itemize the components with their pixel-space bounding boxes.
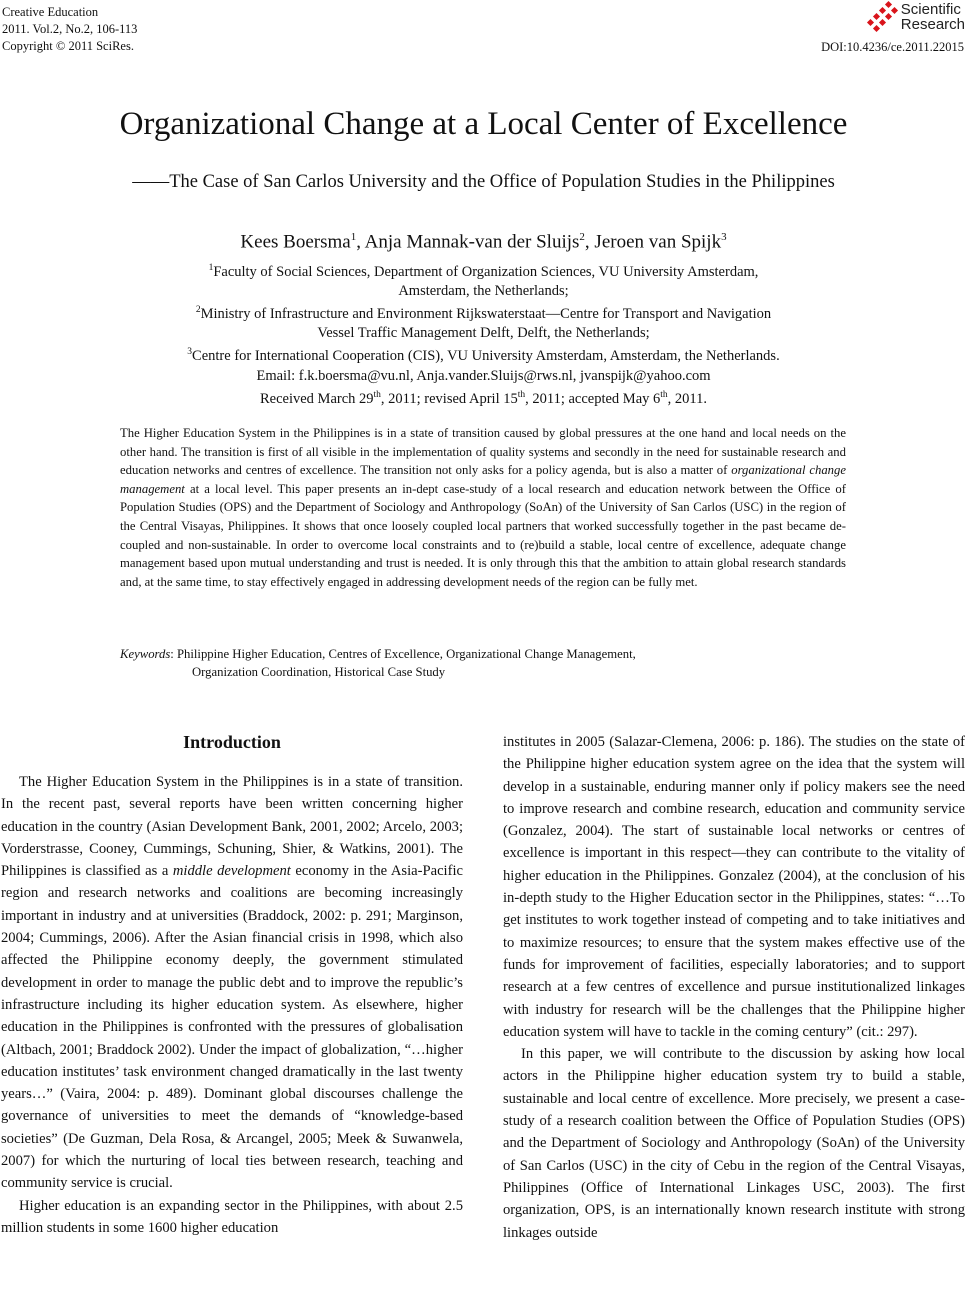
affiliation-line xyxy=(0,301,967,324)
left-column xyxy=(1,728,463,1239)
logo-text-line1: Scientific xyxy=(900,1,961,18)
keywords-text: Organization Coordination, Historical Case Study xyxy=(192,665,446,680)
affiliation-text: Centre for International Cooperation (CIS), VU University Amsterdam, Amsterdam, the Netherlands. xyxy=(192,348,780,365)
keywords-text: : Philippine Higher Education, Centres of Excellence, Organizational Change Management, xyxy=(170,647,636,661)
publisher-logo xyxy=(866,0,965,34)
body-text: economy in the Asia-Pacific region and research networks and coalitions are becoming increasingly important in industry and at universities (Braddock, 2002: p. 291; Marginson, 2004; Cummings, 2006). After the Asian financial crisis in 1998, which also affected the Philippine economy deeply, the government stimulated development in order to manage the public debt and to improve the republic’s infrastructure including its higher education system. As elsewhere, higher education in the Philippines is confronted with the pressures of globalisation (Altbach, 2001; Braddock 2002). Under the impact of globalization, “…higher education institutes’ task environment changed dramatically in the last twenty years…” (Vaira, 2004: p. 489). Dominant global discourses challenge the governance of universities to meet the demands of “knowledge-based societies” (De Guzman, Dela Rosa, & Arcangel, 2005; Meek & Suwanwela, 2007) for which the nurturing of local ties between research, teaching and community service is crucial. xyxy=(1,863,463,1192)
date-text: Received March 29 xyxy=(259,390,374,407)
date-text: , 2011; accepted May 6 xyxy=(525,390,661,407)
body-paragraph: Higher education is an expanding sector in the Philippines, with about 2.5 million students in some 1600 higher education xyxy=(1,1197,463,1236)
email-line: Email: f.k.boersma@vu.nl, Anja.vander.Sluijs@rws.nl, jvanspijk@yahoo.com xyxy=(256,367,711,384)
publisher-logo-icon xyxy=(866,0,900,34)
body-italic: middle development xyxy=(172,863,291,880)
journal-name: Creative Education xyxy=(2,5,99,19)
affiliations xyxy=(0,259,967,409)
date-superscript: th xyxy=(373,389,381,400)
affiliation-line: Amsterdam, the Netherlands; xyxy=(398,283,569,300)
author-superscript: 2 xyxy=(579,231,585,243)
date-text: , 2011; revised April 15 xyxy=(380,390,518,407)
author-list xyxy=(0,231,967,253)
logo-text-line2: Research xyxy=(900,16,965,33)
affiliation-line xyxy=(0,259,967,282)
keywords-label: Keywords xyxy=(120,647,171,661)
journal-header xyxy=(2,4,137,55)
right-column xyxy=(503,731,965,1244)
affiliation-superscript: 3 xyxy=(187,347,193,358)
affiliation-superscript: 1 xyxy=(208,263,214,273)
affiliation-text: Faculty of Social Sciences, Department of Organization Sciences, VU University Amsterdam, xyxy=(213,263,759,280)
received-dates xyxy=(0,386,967,409)
abstract-text: at a local level. This paper presents an in-dept case-study of a local research and education network between the Office of Population Studies (OPS) and the Department of Sociology and Anthropology (SoAn) of the University of San Carlos (USC) in the region of the Central Visayas, Philippines. It shows that once loosely coupled local partners that worked successfully together in the past became de-coupled and non-sustainable. In order to overcome local constraints and to (re)build a stable, local centre of excellence, adequate change management based upon mutual understanding and trust is needed. It is only through this that the ambition to attain global research standards and, at the same time, to stay effectively engaged in addressing development needs of the region can be fully met. xyxy=(120,481,846,589)
paper-subtitle: ——The Case of San Carlos University and the Office of Population Studies in the Philippines xyxy=(132,172,835,192)
author-name: , Jeroen van Spijk xyxy=(584,231,722,253)
affiliation-superscript: 2 xyxy=(195,305,201,316)
body-paragraph: institutes in 2005 (Salazar-Clemena, 2006: p. 186). The studies on the state of the Philippine higher education system agree on the idea that the system will develop in a sustainable, enduring manner only if policy makers see the need to improve research and combine research, education and community service (Gonzalez, 2004). The start of sustainable local networks or centres of excellence is important in this respect—they can contribute to the vitality of higher education in the Philippines. Gonzalez (2004), at the conclusion of his in-depth study to the Higher Education sector in the Philippines, states: “…To get institutes to work together instead of competing and to take initiatives and to maximize resources; to ensure that the system makes effective use of the funds for improvement of facilities, especially laboratories; and to support research at a few centres of excellence and pursue institutionalized linkages with industry for research will be the challenges that the Philippine higher education system will have to tackle in the coming century” (cit.: 297). xyxy=(503,734,965,1040)
date-superscript: th xyxy=(660,389,668,400)
body-paragraph: In this paper, we will contribute to the discussion by asking how local actors in the Philippine higher education system try to build a stable, sustainable and local centre of excellence. More precisely, we present a case-study of a research coalition between the Office of Population Studies (OPS) and the Department of Sociology and Anthropology (SoAn) of the University of San Carlos (USC) in the city of Cebu in the region of the Central Visayas, Philippines (Office of International Linkages USC, 2003). The first organization, OPS, is an internationally known research institute with strong linkages outside xyxy=(503,1046,965,1241)
date-text: , 2011. xyxy=(667,390,707,407)
date-superscript: th xyxy=(517,389,526,400)
abstract-text: The Higher Education System in the Philippines is in a state of transition caused by global pressures at the one hand and local needs on the other hand. The transition is first of all visible in the implementation of quality systems and secondly in the need for sustainable research and education networks and centres of excellence. The transition not only asks for a policy agenda, but is also a matter of xyxy=(120,426,846,478)
paper-title: Organizational Change at a Local Center of Excellence xyxy=(119,106,848,142)
keywords xyxy=(120,645,846,682)
doi: DOI:10.4236/ce.2011.22015 xyxy=(821,40,964,54)
affiliation-line: Vessel Traffic Management Delft, Delft, the Netherlands; xyxy=(317,325,650,342)
abstract xyxy=(120,424,846,591)
author-name: , Anja Mannak-van der Sluijs xyxy=(356,231,580,253)
body-text: The Higher Education System in the Philippines is in a state of transition. In the recent past, several reports have been written concerning higher education in the country (Asian Development Bank, 2001, 2002; Arcelo, 2003; Vorderstrasse, Cooney, Cummings, Schuning, Shier, & Watkins, 2001). The Philippines is classified as a xyxy=(1,774,463,880)
author-name: Kees Boersma xyxy=(240,231,351,253)
body-paragraph xyxy=(1,771,463,1195)
abstract-italic: organizational change management xyxy=(120,463,846,496)
author-superscript: 1 xyxy=(350,231,357,243)
journal-volume: 2011. Vol.2, No.2, 106-113 xyxy=(2,22,138,36)
affiliation-line xyxy=(0,343,967,366)
copyright-notice: Copyright © 2011 SciRes. xyxy=(2,39,134,53)
section-heading: Introduction xyxy=(183,732,281,752)
author-superscript: 3 xyxy=(721,231,727,243)
affiliation-text: Ministry of Infrastructure and Environment Rijkswaterstaat—Centre for Transport and Navigation xyxy=(200,306,772,323)
